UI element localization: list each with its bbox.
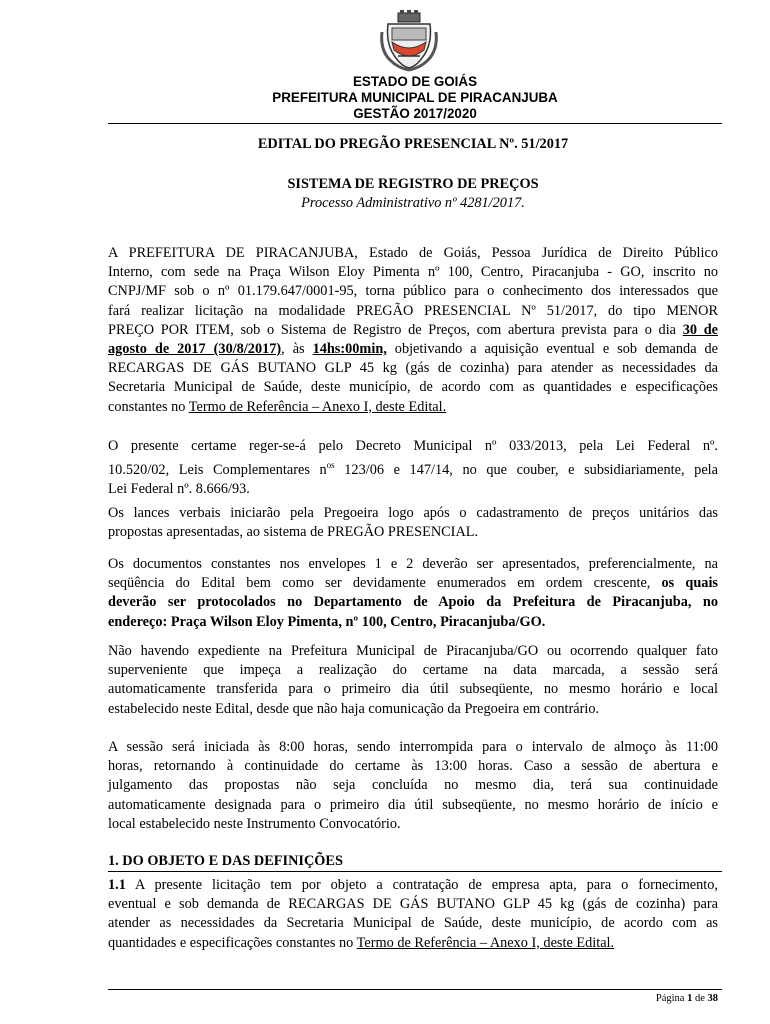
intro-text: constantes no bbox=[108, 398, 189, 415]
intro-line: CNPJ/MF sob o nº 01.179.647/0001-95, torna público para o conhecimento dos interessados que bbox=[108, 283, 718, 300]
bids-line: Os lances verbais iniciarão pela Pregoeira logo após o cadastramento de preços unitários das bbox=[108, 505, 718, 521]
section-1-heading bbox=[108, 852, 718, 871]
no-business-line: superveniente que impeça a realização do certame na data marcada, a sessão será bbox=[108, 662, 718, 679]
legal-text: 10.520/02, Leis Complementares n bbox=[108, 461, 327, 478]
intro-text: PREÇO POR ITEM, sob o Sistema de Registro de Preços, com abertura prevista para o dia bbox=[108, 321, 683, 338]
header-divider bbox=[108, 123, 722, 124]
session-line: automaticamente designada para o primeiro dia útil subseqüente, no mesmo horário de início e bbox=[108, 796, 718, 813]
section-1-text: quantidades e especificações constantes no bbox=[108, 934, 357, 951]
intro-line: A PREFEITURA DE PIRACANJUBA, Estado de Goiás, Pessoa Jurídica de Direito Público bbox=[108, 245, 718, 261]
opening-time: 14hs:00min, bbox=[312, 341, 387, 358]
page-of-label: de bbox=[692, 993, 708, 1004]
no-business-paragraph bbox=[108, 642, 718, 719]
session-line: horas, retornando à continuidade do certame às 13:00 horas. Caso a sessão de abertura e bbox=[108, 758, 718, 775]
no-business-line: automaticamente transferida para o primeiro dia útil subseqüente, no mesmo horário e local bbox=[108, 681, 718, 698]
clause-number: 1.1 bbox=[108, 877, 126, 893]
opening-date-part2: agosto de 2017 (30/8/2017) bbox=[108, 341, 282, 358]
legal-basis-paragraph bbox=[108, 437, 718, 499]
intro-line: Interno, com sede na Praça Wilson Eloy Pimenta nº 100, Centro, Piracanjuba - GO, inscrito no bbox=[108, 264, 718, 281]
session-paragraph bbox=[108, 738, 718, 834]
footer-divider bbox=[108, 989, 722, 990]
documents-line bbox=[108, 613, 718, 632]
intro-line bbox=[108, 398, 718, 417]
document-header bbox=[108, 74, 722, 122]
intro-line: RECARGAS DE GÁS BUTANO GLP 45 kg (gás de cozinha) para atender as necessidades da bbox=[108, 360, 718, 377]
session-line: A sessão será iniciada às 8:00 horas, sendo interrompida para o intervalo de almoço às 11:00 bbox=[108, 739, 718, 755]
system-title: SISTEMA DE REGISTRO DE PREÇOS bbox=[287, 176, 539, 192]
header-prefecture: PREFEITURA MUNICIPAL DE PIRACANJUBA bbox=[272, 90, 558, 105]
documents-paragraph bbox=[108, 555, 718, 632]
documents-line bbox=[108, 574, 718, 593]
page-number: 1 bbox=[687, 993, 693, 1004]
intro-paragraph bbox=[108, 244, 718, 417]
bids-paragraph bbox=[108, 504, 718, 542]
page-label: Página bbox=[655, 993, 688, 1004]
header-state: ESTADO DE GOIÁS bbox=[353, 74, 477, 89]
annex-reference: Termo de Referência – Anexo I, deste Edital. bbox=[188, 398, 447, 415]
page-total: 38 bbox=[707, 993, 718, 1004]
municipal-crest-logo bbox=[378, 10, 440, 72]
documents-text: seqüência do Edital bem como ser devidamente enumerados em ordem crescente, bbox=[108, 575, 662, 592]
documents-line: Os documentos constantes nos envelopes 1 e 2 deverão ser apresentados, preferencialmente, na bbox=[108, 556, 718, 572]
legal-line: Lei Federal nº. 8.666/93. bbox=[108, 481, 250, 498]
bids-line: propostas apresentadas, ao sistema de PREGÃO PRESENCIAL. bbox=[108, 524, 479, 541]
section-1-text: A presente licitação tem por objeto a contratação de empresa apta, para o fornecimento, bbox=[125, 877, 718, 893]
no-business-line: estabelecido neste Edital, desde que não haja comunicação da Pregoeira em contrário. bbox=[108, 700, 600, 717]
section-1-line bbox=[108, 934, 718, 953]
legal-line: O presente certame reger-se-á pelo Decreto Municipal nº 033/2013, pela Lei Federal nº. bbox=[108, 438, 718, 454]
process-number: Processo Administrativo nº 4281/2017. bbox=[301, 195, 525, 212]
opening-date-part1: 30 de bbox=[682, 321, 718, 338]
intro-line: fará realizar licitação na modalidade PREGÃO PRESENCIAL Nº 51/2017, do tipo MENOR bbox=[108, 302, 718, 319]
documents-bold-text: deverão ser protocolados no Departamento de Apoio da Prefeitura de Piracanjuba, no bbox=[108, 594, 718, 611]
legal-text: 123/06 e 147/14, no que couber, e subsidiariamente, pela bbox=[334, 461, 718, 478]
section-1-divider bbox=[108, 871, 722, 872]
intro-line bbox=[108, 321, 718, 340]
legal-line bbox=[108, 456, 718, 480]
intro-line bbox=[108, 340, 718, 359]
intro-text: , às bbox=[281, 341, 313, 358]
legal-superscript: os bbox=[326, 460, 335, 471]
edital-title: EDITAL DO PREGÃO PRESENCIAL Nº. 51/2017 bbox=[257, 136, 569, 152]
no-business-line: Não havendo expediente na Prefeitura Municipal de Piracanjuba/GO ou ocorrendo qualquer fato bbox=[108, 643, 718, 659]
page-footer bbox=[656, 993, 718, 1004]
system-title-block bbox=[108, 175, 718, 213]
intro-line: Secretaria Municipal de Saúde, deste município, de acordo com as quantidades e especificações bbox=[108, 379, 718, 396]
documents-line bbox=[108, 593, 718, 612]
section-1-title: 1. DO OBJETO E DAS DEFINIÇÕES bbox=[108, 853, 343, 869]
session-line: local estabelecido neste Instrumento Convocatório. bbox=[108, 815, 401, 832]
section-1-line: atender as necessidades da Secretaria Municipal de Saúde, deste município, de acordo com as bbox=[108, 915, 718, 932]
header-term: GESTÃO 2017/2020 bbox=[353, 106, 477, 121]
section-1-line: eventual e sob demanda de RECARGAS DE GÁS BUTANO GLP 45 kg (gás de cozinha) para bbox=[108, 896, 718, 913]
edital-title-block bbox=[108, 135, 718, 154]
annex-reference: Termo de Referência – Anexo I, deste Edital. bbox=[356, 934, 615, 951]
documents-bold-text: endereço: Praça Wilson Eloy Pimenta, nº 100, Centro, Piracanjuba/GO. bbox=[108, 613, 546, 630]
intro-text: objetivando a aquisição eventual e sob demanda de bbox=[386, 341, 718, 358]
section-1-line bbox=[108, 876, 718, 895]
section-1-paragraph bbox=[108, 876, 718, 953]
session-line: julgamento das propostas não seja concluída no mesmo dia, terá sua continuidade bbox=[108, 777, 718, 794]
documents-bold-text: os quais bbox=[661, 575, 718, 592]
